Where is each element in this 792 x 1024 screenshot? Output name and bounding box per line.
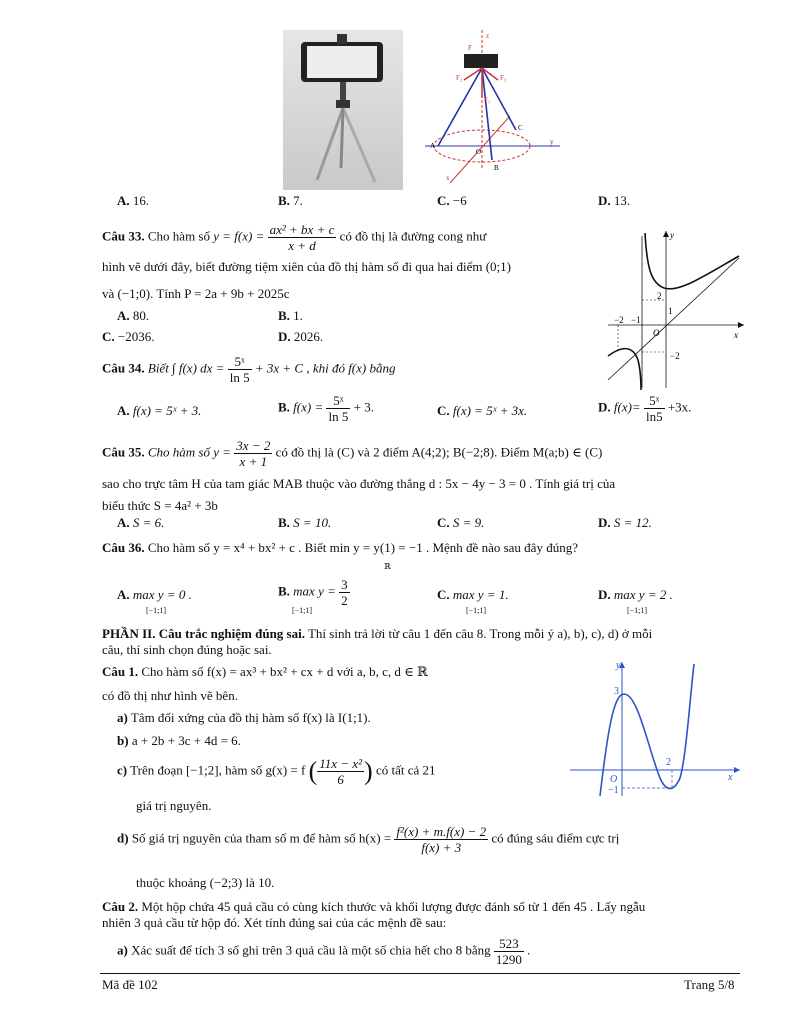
c1-axis-x: x bbox=[728, 772, 733, 783]
diagram-label-f3: F₃ bbox=[500, 74, 507, 82]
q33-axis-y: y bbox=[670, 230, 674, 240]
c1-statement-d-line2: thuộc khoảng (−2;3) là 10. bbox=[136, 875, 275, 890]
c1-tick-3: 3 bbox=[614, 686, 619, 697]
c1-statement-b: b) a + 2b + 3c + 4d = 6. bbox=[117, 733, 241, 748]
q33-choice-a: A. 80. bbox=[117, 308, 150, 323]
c1-statement-c-line2: giá trị nguyên. bbox=[136, 798, 212, 813]
q34-choice-b: B. f(x) = $\frac{\text{5ˣ}}{\ln 5}$ + 3. bbox=[278, 393, 374, 424]
c1-axis-y: y bbox=[616, 660, 621, 671]
c2-line2: nhiên 3 quả cầu từ hộp đó. Xét tính đúng sai của các mệnh đề sau: bbox=[102, 915, 447, 930]
q36-stem: Câu 36. Cho hàm số y = x⁴ + bx² + c . Biết min y = y(1) = −1 . Mệnh đề nào sau đây đúng? bbox=[102, 540, 578, 555]
c1-line2: có đồ thị như hình vẽ bên. bbox=[102, 688, 238, 703]
q33-tick-1: 1 bbox=[668, 306, 673, 316]
q34-choice-c: C. f(x) = 5ˣ + 3x. bbox=[437, 403, 528, 418]
c1-statement-a: a) Tâm đối xứng của đồ thị hàm số f(x) là I(1;1). bbox=[117, 710, 371, 725]
q34-stem: Câu 34. Biết ∫ f(x) dx = $\frac{\text{5ˣ}}{\ln 5}$ + 3x + C , khi đó f(x) bằng bbox=[102, 354, 396, 385]
tripod-photo bbox=[283, 30, 403, 190]
c1-stem: Câu 1. Cho hàm số f(x) = ax³ + bx² + cx + d với a, b, c, d ∈ ℝ bbox=[102, 664, 428, 679]
tripod-force-diagram bbox=[420, 28, 570, 193]
diagram-label-b: B bbox=[494, 164, 499, 172]
q33-choice-b: B. 1. bbox=[278, 308, 303, 323]
q33-tick-2: 2 bbox=[657, 291, 662, 301]
q36-choice-b-sub: [−1;1] bbox=[292, 606, 313, 615]
q36-choice-a-sub: [−1;1] bbox=[146, 606, 167, 615]
q33-tick-y-neg2: −2 bbox=[670, 351, 680, 361]
q32-choice-c: C. −6 bbox=[437, 193, 467, 208]
q32-choice-d: D. 13. bbox=[598, 193, 631, 208]
q36-choice-d: D. max y = 2 . bbox=[598, 587, 673, 602]
c2-stem: Câu 2. Một hộp chứa 45 quả cầu có cùng kích thước và khối lượng được đánh số từ 1 đến 45 . Lấy ngẫu bbox=[102, 899, 646, 914]
q35-choice-c: C. S = 9. bbox=[437, 515, 485, 530]
q32-choice-a: A. 16. bbox=[117, 193, 150, 208]
part2-heading: PHẦN II. Câu trắc nghiệm đúng sai. Thí sinh trả lời từ câu 1 đến câu 8. Trong mỗi ý a), b), c), d) ở mỗi bbox=[102, 626, 653, 641]
c1-origin: O bbox=[610, 774, 618, 785]
q34-choice-d: D. f(x)= $\frac{\text{5ˣ}}{\ln 5}$ +3x. bbox=[598, 393, 692, 424]
part2-line2: câu, thí sinh chọn đúng hoặc sai. bbox=[102, 642, 272, 657]
c1-tick-2: 2 bbox=[666, 757, 671, 768]
c1-tick-neg1: −1 bbox=[608, 785, 619, 796]
diagram-label-o: O bbox=[476, 148, 482, 156]
q33-line1: Câu 33. Cho hàm số y = f(x) = $\frac{\text{ax² + bx + c}}{x + d}$ có đồ thị là đường cong như bbox=[102, 222, 487, 253]
q36-choice-d-sub: [−1;1] bbox=[627, 606, 648, 615]
q36-choice-c: C. max y = 1. bbox=[437, 587, 509, 602]
q35-choice-d: D. S = 12. bbox=[598, 515, 652, 530]
diagram-label-a: A bbox=[430, 142, 436, 150]
q34-choice-a: A. f(x) = 5ˣ + 3. bbox=[117, 403, 202, 418]
diagram-label-f1: F₁ bbox=[484, 96, 491, 104]
c1-statement-d: d) Số giá trị nguyên của tham số m để hàm số h(x) = $\frac{\text{f²(x) + m.f(x) − 2}}{f(x) + 3}$ có đúng sáu điểm cực trị bbox=[117, 824, 620, 855]
q33-tick-neg1: −1 bbox=[631, 315, 641, 325]
q35-choice-b: B. S = 10. bbox=[278, 515, 332, 530]
q36-choice-c-sub: [−1;1] bbox=[466, 606, 487, 615]
q33-origin: O bbox=[653, 328, 660, 338]
q36-choice-a: A. max y = 0 . bbox=[117, 587, 192, 602]
c1-statement-c: c) Trên đoạn [−1;2], hàm số g(x) = f ( $\frac{\text{11x − x²}}{6}$ ) có tất cả 21 bbox=[117, 756, 436, 787]
diagram-label-z: z bbox=[486, 32, 490, 40]
diagram-label-c: C bbox=[518, 124, 523, 132]
q35-line2: sao cho trực tâm H của tam giác MAB thuộc vào đường thẳng d : 5x − 4y − 3 = 0 . Tính giá trị của bbox=[102, 476, 616, 491]
q33-choice-d: D. 2026. bbox=[278, 329, 324, 344]
q35-line3: biểu thức S = 4a² + 3b bbox=[102, 498, 218, 513]
q32-choice-b: B. 7. bbox=[278, 193, 303, 208]
q33-line2: hình vẽ dưới đây, biết đường tiệm xiên của đồ thị hàm số đi qua hai điểm (0;1) bbox=[102, 259, 511, 274]
footer-page-number: Trang 5/8 bbox=[684, 977, 735, 992]
footer-exam-code: Mã đề 102 bbox=[102, 977, 158, 992]
diagram-label-x: x bbox=[446, 174, 450, 182]
q33-graph bbox=[604, 228, 749, 393]
q36-min-subscript: ℝ bbox=[384, 562, 391, 571]
q33-axis-x: x bbox=[734, 330, 738, 340]
diagram-label-y: y bbox=[550, 138, 554, 146]
q35-choice-a: A. S = 6. bbox=[117, 515, 165, 530]
c1-graph bbox=[568, 658, 746, 798]
diagram-label-f2: F₂ bbox=[456, 74, 463, 82]
q35-stem: Câu 35. Cho hàm số y = $\frac{3x - 2}{x + 1}$ có đồ thị là (C) và 2 điểm A(4;2); B(−2;8). Điểm M(a;b) ∈ (C) bbox=[102, 438, 603, 469]
c2-statement-a: a) Xác suất để tích 3 số ghi trên 3 quả cầu là một số chia hết cho 8 bằng $\frac{523}{1290}$ . bbox=[117, 936, 531, 967]
q36-choice-b: B. max y = $\frac{3}{2}$ bbox=[278, 577, 348, 608]
q33-choice-c: C. −2036. bbox=[102, 329, 155, 344]
footer-rule bbox=[100, 973, 740, 974]
q33-tick-neg2: −2 bbox=[614, 315, 624, 325]
diagram-label-f: F bbox=[468, 44, 472, 52]
q33-line3: và (−1;0). Tính P = 2a + 9b + 2025c bbox=[102, 286, 290, 301]
